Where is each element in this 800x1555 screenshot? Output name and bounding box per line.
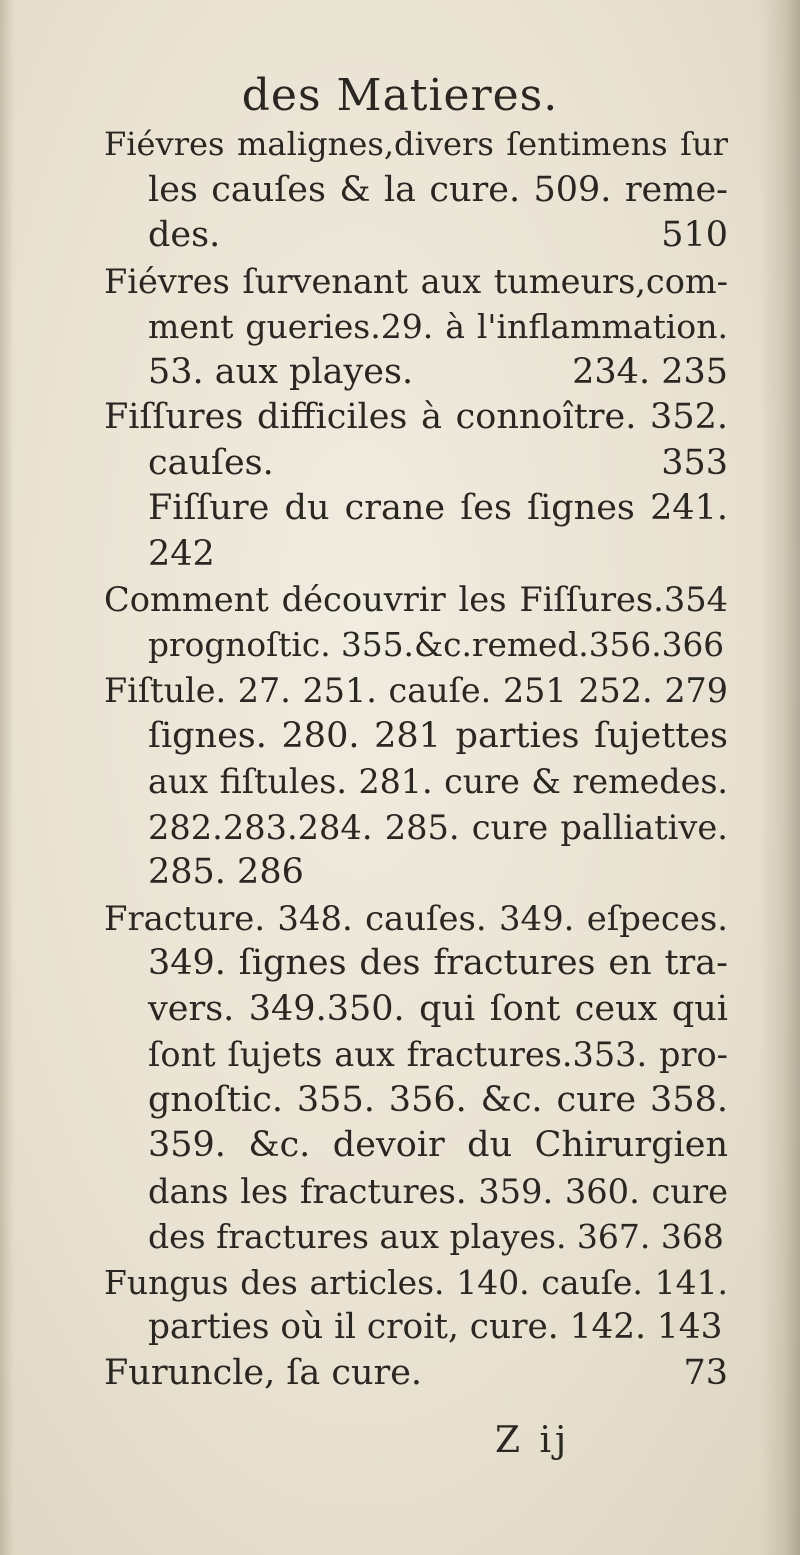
entry-page-number: 510 (661, 215, 728, 255)
running-header: des Matieres. (241, 70, 559, 121)
entry-text: cauſes. (148, 442, 274, 483)
entry-continuation-line: dans les fractures. 359. 360. cure (148, 1171, 728, 1211)
entry-heading-line: Comment découvrir les Fiſſures.354 (104, 580, 728, 619)
entry-page-number: 73 (683, 1352, 728, 1393)
entry-page-number: 234. 235 (572, 351, 728, 392)
entry-continuation-line: Fiſſure du crane ſes ſignes 241. (148, 488, 728, 528)
entry-continuation-line: parties où il croit, cure. 142. 143 (148, 1307, 723, 1347)
entry-continuation-line: ſont ſujets aux fractures.353. pro- (148, 1035, 728, 1074)
entry-heading-line: Fiſtule. 27. 251. cauſe. 251 252. 279 (104, 671, 728, 710)
entry-continuation-line: ment gueries.29. à l'inflammation. (148, 307, 728, 346)
entry-continuation-line: 359. &c. devoir du Chirurgien (148, 1125, 728, 1165)
entry-text: Furuncle, ſa cure. (104, 1352, 423, 1393)
index-entries (104, 122, 728, 1396)
entry-heading-line: Fiévres malignes,divers ſentimens ſur (104, 125, 728, 163)
signature-mark: Z ij (495, 1420, 571, 1461)
entry-continuation-line: 242 (148, 533, 215, 574)
page-left-shadow (0, 0, 14, 1555)
index-entry (104, 577, 728, 668)
index-entry (104, 1351, 728, 1397)
entry-continuation-line: gnoſtic. 355. 356. &c. cure 358. (148, 1079, 728, 1120)
entry-heading-line: Fiſſures difficiles à connoître. 352. (104, 397, 728, 437)
index-entry (104, 896, 728, 1260)
index-entry (104, 259, 728, 396)
entry-text: 53. aux playes. (148, 351, 414, 392)
index-entry (104, 395, 728, 577)
index-entry (104, 1260, 728, 1351)
page-right-shadow (760, 0, 800, 1555)
entry-continuation-line: des fractures aux playes. 367. 368 (148, 1217, 724, 1256)
entry-continuation-line: les cauſes & la cure. 509. reme- (148, 169, 728, 210)
entry-continuation-line (104, 350, 728, 396)
entry-text: des. (148, 215, 221, 255)
entry-continuation-line: ſignes. 280. 281 parties ſujettes (148, 715, 728, 756)
entry-continuation-line (104, 213, 728, 259)
index-entry (104, 668, 728, 896)
entry-continuation-line: 282.283.284. 285. cure palliative. (148, 807, 728, 847)
entry-heading-line: Fungus des articles. 140. cauſe. 141. (104, 1262, 728, 1302)
entry-heading-line (104, 1351, 728, 1397)
entry-continuation-line (104, 441, 728, 487)
entry-heading-line: Fracture. 348. cauſes. 349. eſpeces. (104, 898, 728, 938)
entry-continuation-line: vers. 349.350. qui ſont ceux qui (148, 988, 728, 1029)
entry-continuation-line: 285. 286 (148, 852, 304, 892)
entry-continuation-line: aux fiſtules. 281. cure & remedes. (148, 762, 728, 801)
entry-heading-line: Fiévres ſurvenant aux tumeurs,com- (104, 261, 728, 301)
entry-page-number: 353 (661, 442, 728, 483)
index-entry (104, 122, 728, 259)
entry-continuation-line: prognoſtic. 355.&c.remed.356.366 (148, 625, 725, 664)
entry-continuation-line: 349. ſignes des fractures en tra- (148, 943, 728, 983)
